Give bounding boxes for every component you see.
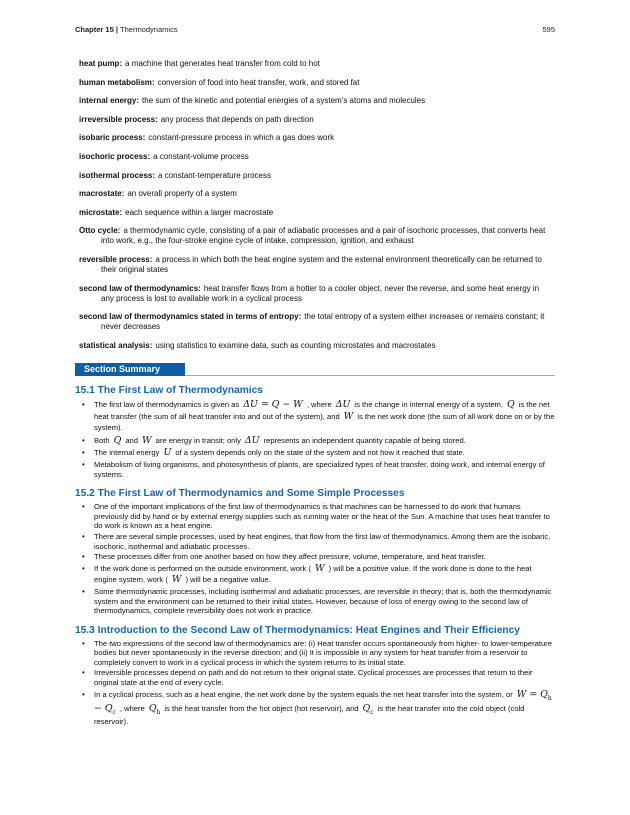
chapter-label: Chapter 15 [75,25,114,34]
running-head [75,25,178,34]
text-run: , where [119,703,145,713]
text-run: is the heat transfer from the hot object (hot reservoir), and [164,703,359,713]
math-subscript: c [112,708,116,716]
section-15-2 [75,487,555,616]
bullet-list [75,502,555,616]
list-item: • The two expressions of the second law of thermodynamics are: (i) Heat transfer occurs spontaneously from higher- to lower-temperature bodies but never spontaneously in the reverse direction; and (ii) It is impossible in any system for heat transfer from a reservoir to completely convert to work in a cyclical process in which the system returns to its initial state. [75,639,555,668]
math-w: W [343,410,354,422]
glossary-term: statistical analysis: [79,340,153,350]
glossary-definition: constant-pressure process in which a gas does work [148,133,335,143]
bullet-list [75,399,555,479]
section-summaries [75,384,555,736]
glossary-definition: a thermodynamic cycle, consisting of a pair of adiabatic processes and a pair of isochoric processes, that converts heat into work, e.g., the four-stroke engine cycle of intake, compression, ignition, and exhaust [101,226,546,246]
math-subscript: c [370,708,374,716]
text-run: represents an independent quantity capable of being stored. [263,435,466,445]
glossary-term: reversible process: [79,254,153,264]
glossary-definition: conversion of food into heat transfer, work, and stored fat [157,77,360,87]
math-q: Q [113,434,122,446]
glossary-entry [79,96,549,106]
math-part: W = Q [516,688,548,700]
math-w: W [141,434,152,446]
glossary-term: isothermal process: [79,170,156,180]
glossary-term: isochoric process: [79,151,151,161]
section-15-3 [75,624,555,728]
list-item: • Some thermodynamic processes, including isothermal and adiabatic processes, are reversible in theory; that is, both the thermodynamic system and the environment can be returned to their initial states. However, because of loss of energy owing to the second law of thermodynamics, complete reversibility does not work in practice. [75,587,555,616]
glossary-entry [79,341,549,351]
text-run: is the net heat transfer (the sum of all heat transfer into and out of the system), and [94,400,550,421]
glossary-entry [79,115,549,125]
math-q: Q [506,399,515,410]
section-heading: 15.2 The First Law of Thermodynamics and Some Simple Processes [75,488,405,500]
page-header [75,25,555,37]
glossary-entry [79,152,549,162]
glossary-definition: the sum of the kinetic and potential energies of a system’s atoms and molecules [142,96,426,106]
glossary-definition: a machine that generates heat transfer from cold to hot [125,59,320,68]
text-run: , where [306,400,332,409]
glossary-term: Otto cycle: [79,226,121,236]
glossary-definition: each sequence within a larger macrostate [125,207,274,217]
list-item [75,399,555,434]
glossary-definition: an overall property of a system [127,189,237,199]
section-heading: 15.3 Introduction to the Second Law of Thermodynamics: Heat Engines and Their Efficiency [75,624,520,636]
text-run: If the work done is performed on the outside environment, work ( [94,563,311,573]
math-w: W [171,574,182,586]
math-subscript: h [547,694,552,702]
math-subscript: h [156,708,161,716]
bullet-list [75,639,555,728]
math-delta-u: ΔU [244,434,260,446]
glossary-entry [79,284,549,304]
glossary-entry [79,226,549,246]
glossary-term: microstate: [79,207,123,217]
list-item: • Irreversible processes depend on path and do not return to their original state. Cyclical processes are processes that return to their original state at the end of every cycle. [75,668,555,687]
section-15-1 [75,384,555,479]
math-first-law: ΔU = Q − W [243,399,303,410]
glossary-definition: heat transfer flows from a hotter to a cooler object, never the reverse, and some heat energy in any process is lost to available work in a cyclical process [101,283,540,303]
glossary-entry [79,171,549,181]
glossary-definition: a constant-volume process [153,151,249,161]
list-item: • There are several simple processes, used by heat engines, that flow from the first law of thermodynamics. Among them are the isobaric, isochoric, isothermal and adiabatic processes. [75,532,555,551]
glossary-entry [79,189,549,199]
list-item [75,447,555,459]
text-run: is the change in internal energy of a system, [354,400,503,409]
glossary-entry [79,78,549,88]
glossary-term: second law of thermodynamics: [79,283,201,293]
glossary-definition: using statistics to examine data, such as counting microstates and macrostates [155,340,436,350]
glossary-term: human metabolism: [79,77,155,87]
text-run: The first law of thermodynamics is given as [94,400,240,409]
glossary-definition: a constant-temperature process [158,170,271,180]
text-run: are energy in transit; only [155,435,241,445]
list-item [75,435,555,447]
glossary-definition: a process in which both the heat engine system and the external environment theoretically can be returned to their original states [101,254,542,274]
text-run: ) will be a positive value. If the work done is done to the heat engine system, work ( [94,563,532,585]
glossary-definition: the total entropy of a system either increases or remains constant; it never decreases [101,312,545,332]
section-heading: 15.1 The First Law of Thermodynamics [75,385,263,396]
list-item [75,563,555,586]
math-part: Q [362,702,371,714]
list-item: • Metabolism of living organisms, and photosynthesis of plants, are specialized types of heat transfer, doing work, and internal energy of systems. [75,460,555,479]
math-part: Q [148,702,157,714]
math-q-cold [363,703,374,714]
math-part: − Q [94,702,113,714]
page-number: 595 [542,25,555,34]
glossary-entry [79,59,549,69]
glossary-definition: any process that depends on path direction [160,114,314,124]
section-summary-heading: Section Summary [75,363,185,376]
text-run: is the net work done (the sum of all work done on or by the system). [94,411,555,433]
text-run: and [125,435,138,445]
glossary-term: macrostate: [79,189,125,199]
section-summary-bar [75,363,555,376]
text-run: is the heat transfer into the cold object (cold reservoir). [94,703,525,727]
glossary [79,59,549,359]
text-run: The internal energy [94,448,160,458]
glossary-term: second law of thermodynamics stated in terms of entropy: [79,312,302,322]
glossary-term: isobaric process: [79,133,146,143]
math-delta-u: ΔU [335,399,351,410]
text-run: of a system depends only on the state of the system and not how it reached that state. [175,448,465,458]
list-item [75,689,555,728]
chapter-title: Thermodynamics [120,25,178,34]
glossary-term: internal energy: [79,96,140,106]
list-item: • These processes differ from one another based on how they affect pressure, volume, temperature, and heat transfer. [75,552,555,562]
glossary-term: heat pump: [79,59,123,68]
list-item: • One of the important implications of the first law of thermodynamics is that machines can be harnessed to do work that humans previously did by hand or by external energy supplies such as running water or the heat of the Sun. A machine that uses heat transfer to do work is known as a heat engine. [75,502,555,531]
text-run: ) will be a negative value. [185,575,271,585]
math-w: W [314,562,325,574]
text-run: In a cyclical process, such as a heat engine, the net work done by the system equals the net heat transfer into the system, or [94,689,513,699]
text-run: Both [94,435,110,445]
header-separator: | [113,25,121,34]
glossary-term: irreversible process: [79,114,158,124]
glossary-entry [79,208,549,218]
math-q-hot [149,703,161,714]
math-u: U [163,447,172,459]
glossary-entry [79,133,549,143]
glossary-entry [79,312,549,332]
glossary-entry [79,255,549,275]
